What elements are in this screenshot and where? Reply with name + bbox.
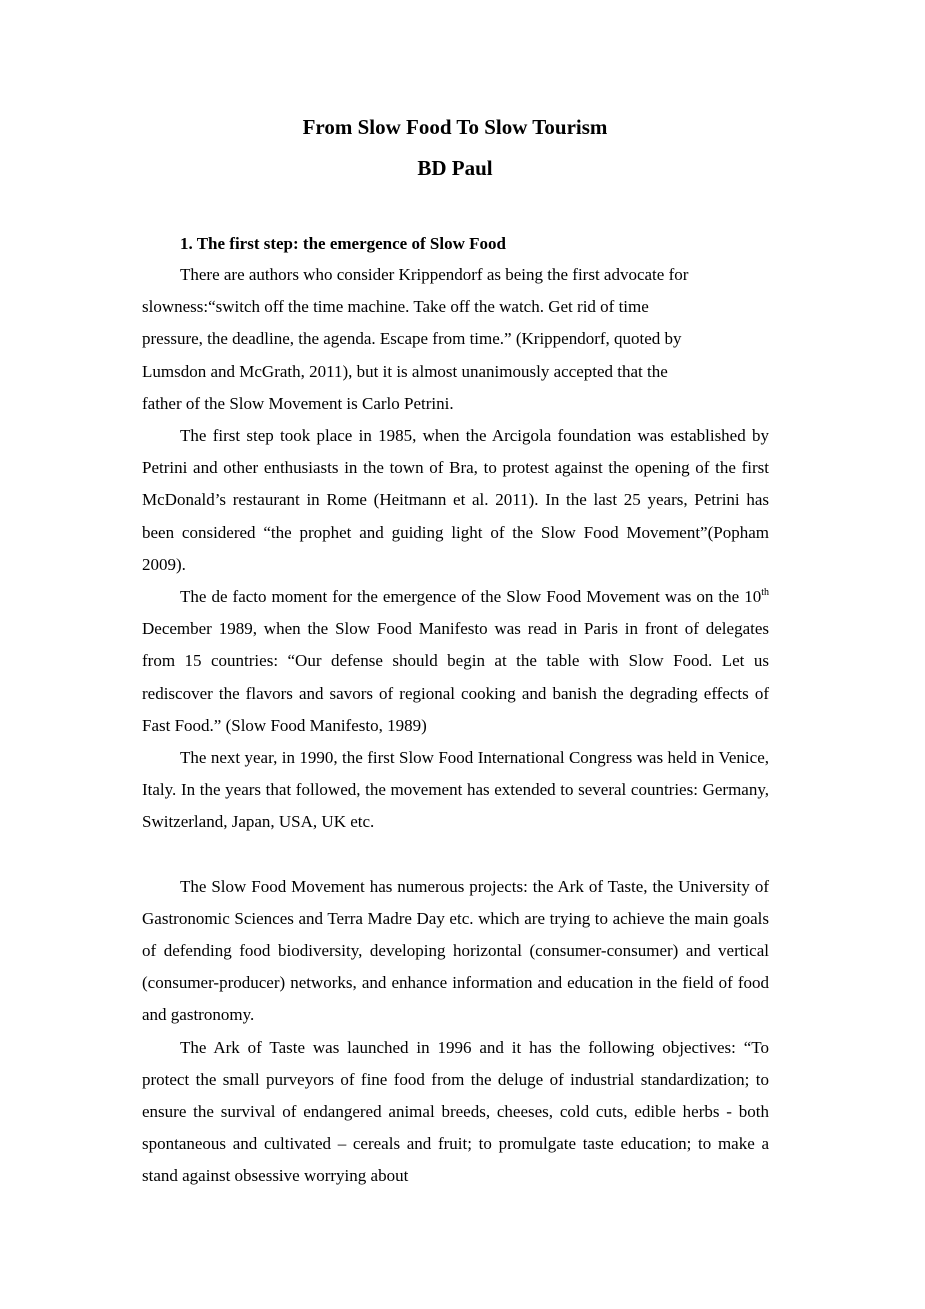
paragraph-5: The Slow Food Movement has numerous projects: the Ark of Taste, the University of Gastronomic Sciences and Terra Madre Day etc. which are trying to achieve the main goals of defending food biodiversity, developing horizontal (consumer-consumer) and vertical (consumer-producer) networks, and enhance information and education in the field of food and gastronomy. — [142, 876, 769, 1025]
document-author: BD Paul — [417, 156, 493, 180]
paragraph-1-line: father of the Slow Movement is Carlo Petrini. — [142, 393, 454, 413]
paragraph-3 — [142, 581, 769, 742]
document-body — [142, 259, 769, 1193]
paragraph-6: The Ark of Taste was launched in 1996 and it has the following objectives: “To protect the small purveyors of fine food from the deluge of industrial standardization; to ensure the survival of endangered animal breeds, cheeses, cold cuts, edible herbs - both spontaneous and cultivated – cereals and fruit; to promulgate taste education; to make a stand against obsessive worrying about — [142, 1037, 769, 1186]
section-heading: 1. The first step: the emergence of Slow Food — [180, 234, 506, 253]
paragraph-2: The first step took place in 1985, when the Arcigola foundation was established by Petrini and other enthusiasts in the town of Bra, to protest against the opening of the first McDonald’s restaurant in Rome (Heitmann et al. 2011). In the last 25 years, Petrini has been considered “the prophet and guiding light of the Slow Food Movement”(Popham 2009). — [142, 426, 769, 574]
paragraph-1-line: There are authors who consider Krippendorf as being the first advocate for — [180, 265, 689, 284]
document-title: From Slow Food To Slow Tourism — [302, 115, 608, 139]
ordinal-suffix: th — [761, 587, 769, 599]
paragraph-1-line: slowness:“switch off the time machine. Take off the watch. Get rid of time — [142, 297, 649, 317]
paragraph-1-line: pressure, the deadline, the agenda. Escape from time.” (Krippendorf, quoted by — [142, 329, 682, 349]
paragraph-1 — [142, 259, 769, 420]
paragraph-3-text-cont: December 1989, when the Slow Food Manifesto was read in Paris in front of delegates from 15 countries: “Our defense should begin at the table with Slow Food. Let us rediscover the flavors and savors of regional cooking and banish the degrading effects of Fast Food.” (Slow Food Manifesto, 1989) — [142, 619, 769, 735]
paragraph-3-text: The de facto moment for the emergence of the Slow Food Movement was on the 10 — [180, 587, 762, 607]
paragraph-4: The next year, in 1990, the first Slow Food International Congress was held in Venice, Italy. In the years that followed, the movement has extended to several countries: Germany, Switzerland, Japan, USA, UK etc. — [142, 748, 769, 832]
paragraph-1-line: Lumsdon and McGrath, 2011), but it is almost unanimously accepted that the — [142, 361, 668, 381]
